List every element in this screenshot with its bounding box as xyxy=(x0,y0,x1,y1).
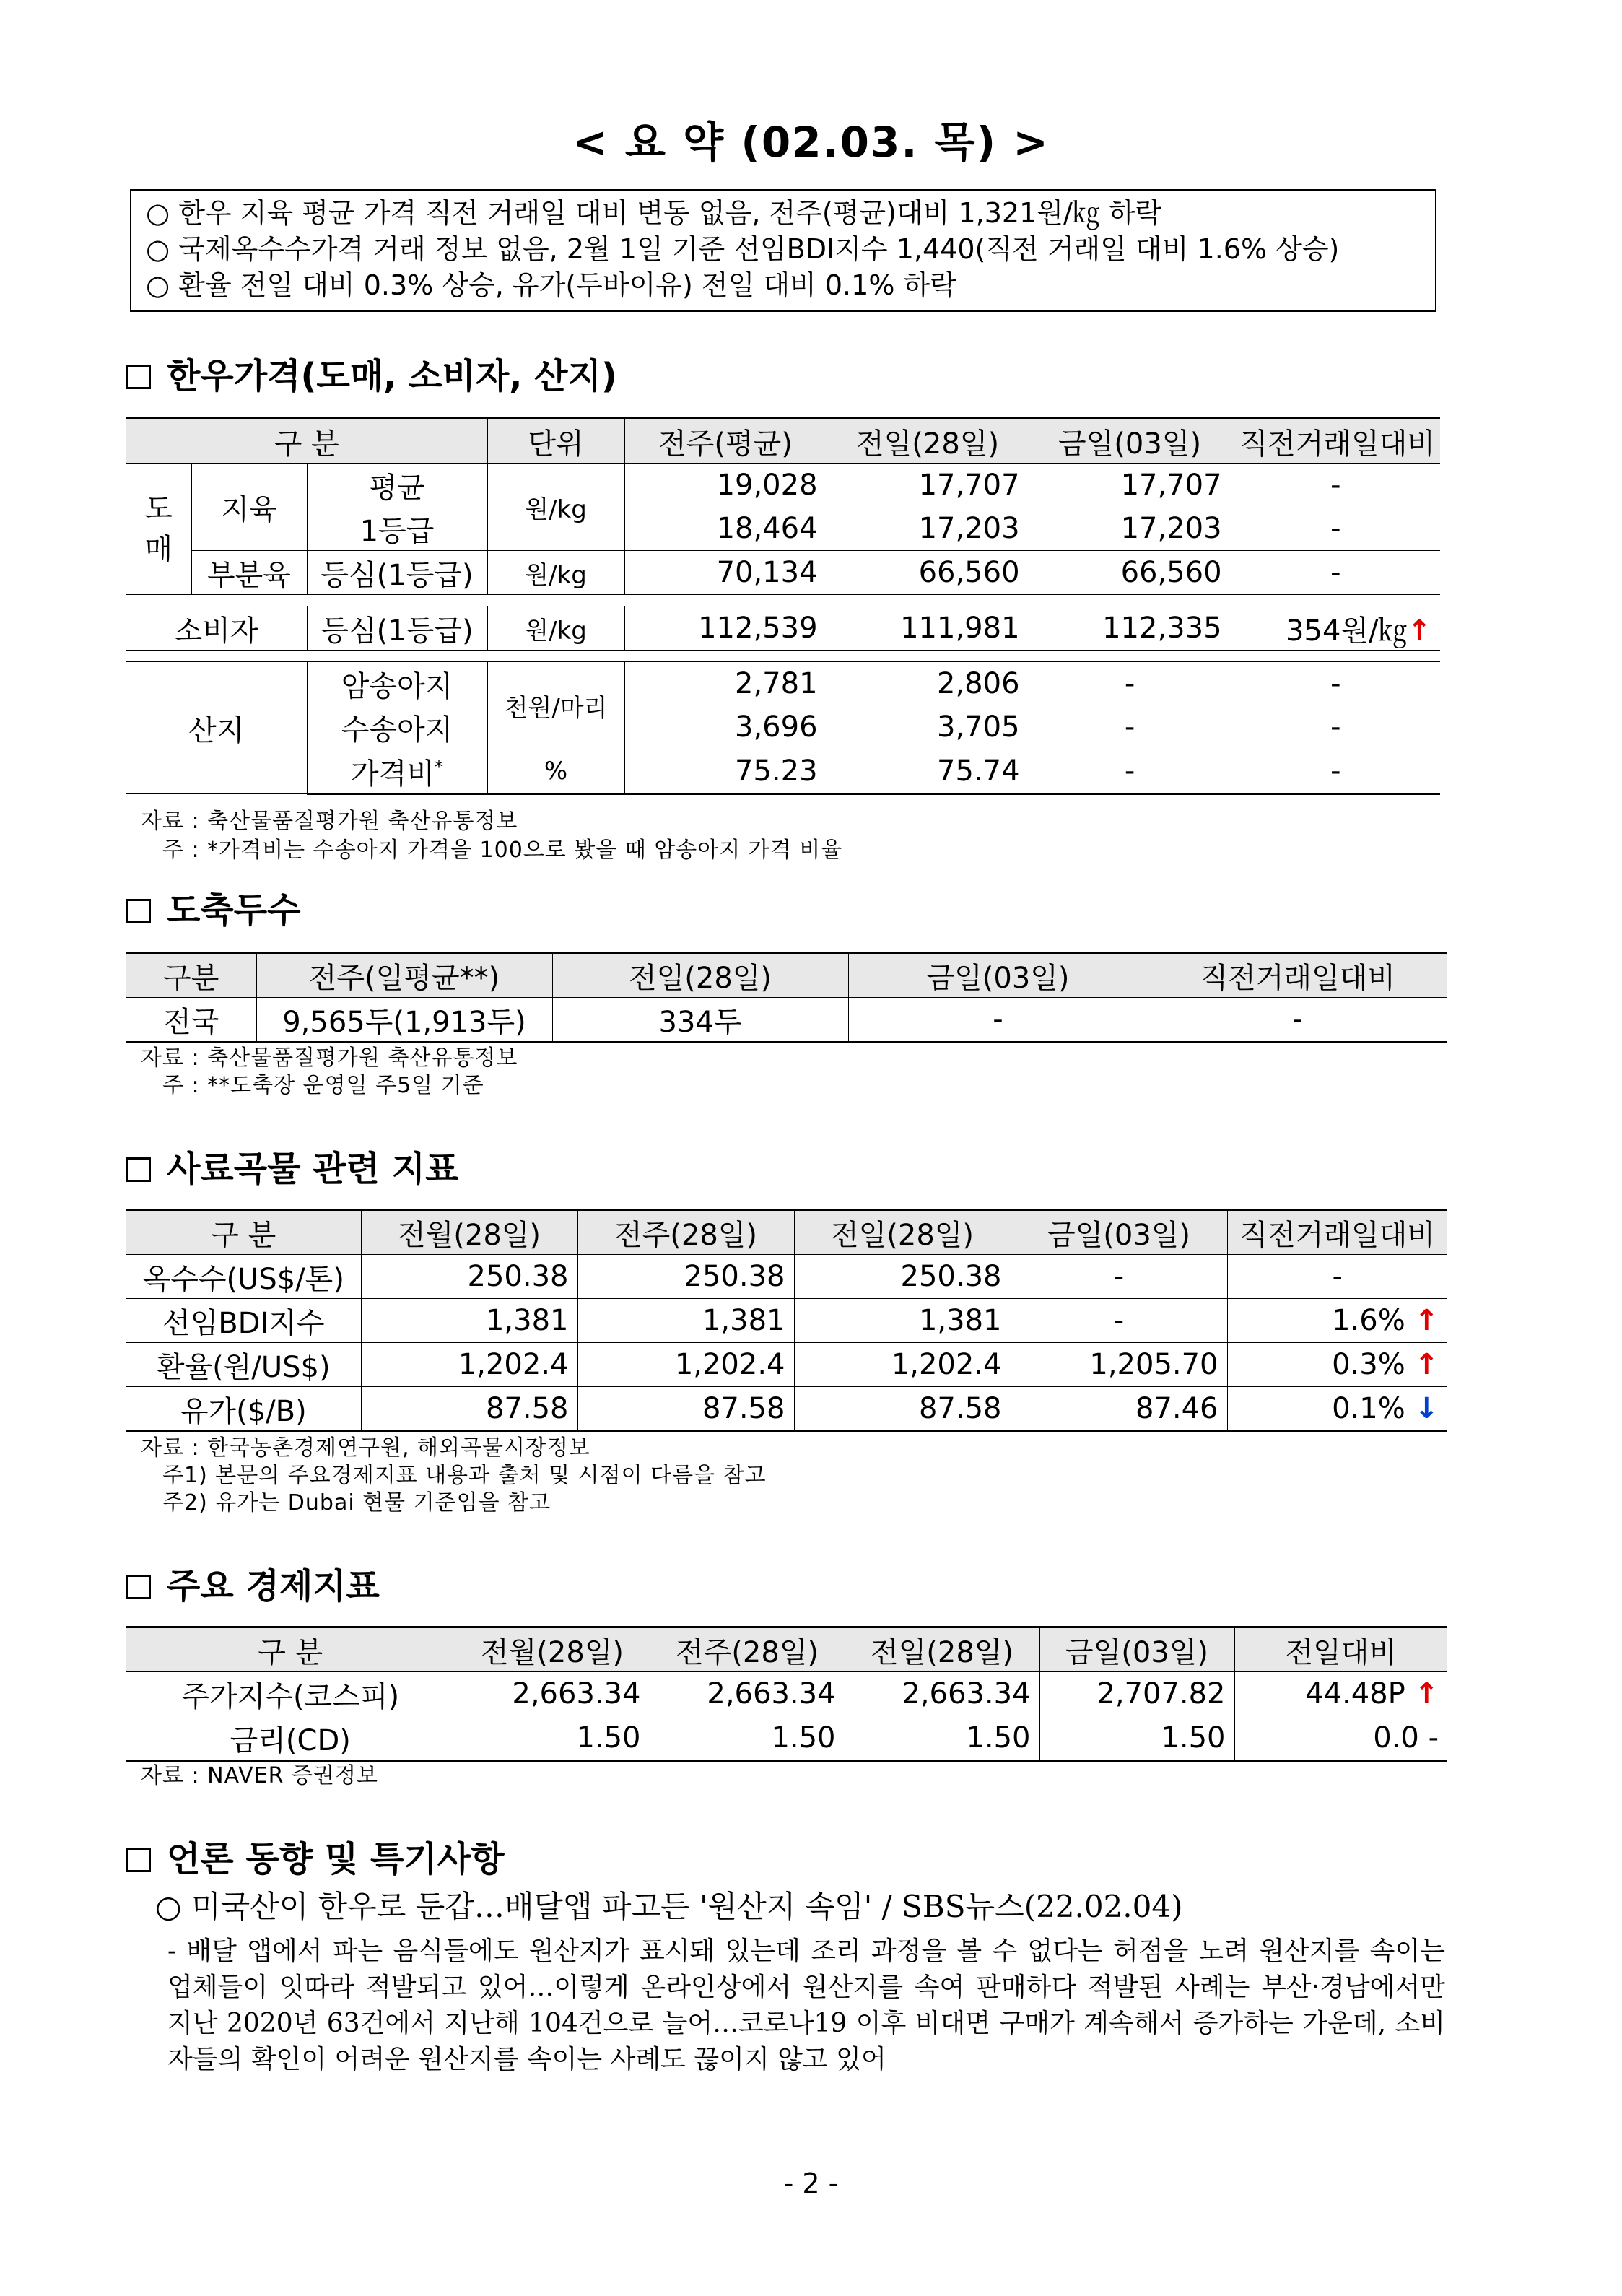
section-heading-feed: 사료곡물 관련 지표 xyxy=(126,1141,458,1191)
deungsim-cell: 등심(1등급) xyxy=(307,551,487,595)
header-cell: 단위 xyxy=(487,419,624,464)
summary-line: ○ 한우 지육 평균 가격 직전 거래일 대비 변동 없음, 전주(평균)대비 1,321원/㎏ 하락 xyxy=(146,197,1162,229)
header-cell: 전일(28일) xyxy=(552,953,848,998)
change-cell: - xyxy=(1231,551,1440,595)
value-cell: 1,381 xyxy=(577,1299,794,1343)
value-cell: - xyxy=(1029,662,1231,706)
table-row xyxy=(126,507,1440,551)
value-cell: 1,202.4 xyxy=(577,1343,794,1387)
value-cell: 87.58 xyxy=(794,1387,1011,1432)
change-cell: - xyxy=(1231,749,1440,794)
value-cell: 1.50 xyxy=(845,1716,1039,1761)
page-number: - 2 - xyxy=(783,2167,839,2199)
change-value: 0.1% xyxy=(1332,1392,1405,1425)
spacer-cell xyxy=(126,595,1440,606)
no-change-mark: - xyxy=(1428,1721,1439,1754)
checkbox-icon xyxy=(126,1157,151,1182)
value-cell: 3,705 xyxy=(827,705,1029,749)
header-cell: 전일(28일) xyxy=(845,1627,1039,1672)
hanwoo-price-table xyxy=(126,417,1440,795)
sanji-label: 산지 xyxy=(126,662,307,794)
consumer-label: 소비자 xyxy=(126,606,307,651)
checkbox-icon xyxy=(126,365,151,389)
value-cell: 3,696 xyxy=(624,705,827,749)
grade1-label: 1등급 xyxy=(307,507,487,551)
region-cell: 전국 xyxy=(126,998,256,1043)
header-cell: 금일(03일) xyxy=(848,953,1148,998)
header-cell: 전주(28일) xyxy=(650,1627,845,1672)
table-row xyxy=(126,749,1440,794)
amsong-label: 암송아지 xyxy=(307,662,487,706)
header-cell: 전주(일평균**) xyxy=(256,953,552,998)
row-label: 금리(CD) xyxy=(126,1716,455,1761)
value-cell: 111,981 xyxy=(827,606,1029,651)
change-cell: - xyxy=(1231,705,1440,749)
value-cell: - xyxy=(1029,705,1231,749)
table-row xyxy=(126,1255,1447,1299)
page-title: < 요 약 (02.03. 목) > xyxy=(572,118,1050,167)
table-row xyxy=(126,662,1440,706)
change-cell: - xyxy=(1227,1255,1447,1299)
change-value: 0.3% xyxy=(1332,1348,1405,1381)
unit-cell: % xyxy=(487,749,624,794)
value-cell: 250.38 xyxy=(577,1255,794,1299)
value-cell: 112,335 xyxy=(1029,606,1231,651)
up-arrow-icon: ↑ xyxy=(1414,1304,1439,1337)
bubunyuk-cell: 부분육 xyxy=(191,551,307,595)
value-cell: 1,381 xyxy=(361,1299,577,1343)
checkbox-icon xyxy=(126,899,151,923)
header-cell: 전일(28일) xyxy=(794,1210,1011,1255)
header-cell: 직전거래일대비 xyxy=(1148,953,1447,998)
table-row xyxy=(126,606,1440,651)
row-label: 주가지수(코스피) xyxy=(126,1672,455,1716)
source-note: 자료 : 축산물품질평가원 축산유통정보 xyxy=(141,1045,518,1071)
row-label: 환율(원/US$) xyxy=(126,1343,361,1387)
value-cell: 2,663.34 xyxy=(650,1672,845,1716)
deungsim-cell: 등심(1등급) xyxy=(307,606,487,651)
value-cell: 66,560 xyxy=(827,551,1029,595)
spacer-cell xyxy=(126,651,1440,662)
value-cell: 1.50 xyxy=(455,1716,650,1761)
section-heading-slaughter: 도축두수 xyxy=(126,882,300,932)
header-cell: 금일(03일) xyxy=(1011,1210,1227,1255)
change-cell xyxy=(1227,1387,1447,1432)
change-value: 44.48P xyxy=(1305,1677,1405,1710)
header-cell: 전월(28일) xyxy=(455,1627,650,1672)
table-header xyxy=(126,1627,1447,1672)
news-item-title: ○ 미국산이 한우로 둔갑…배달앱 파고든 '원산지 속임' / SBS뉴스(22.02.04) xyxy=(155,1889,1183,1924)
unit-cell: 천원/마리 xyxy=(487,662,624,749)
value-cell: 87.58 xyxy=(361,1387,577,1432)
change-cell: - xyxy=(1148,998,1447,1043)
news-item-body: - 배달 앱에서 파는 음식들에도 원산지가 표시돼 있는데 조리 과정을 볼 수 없다는 허점을 노려 원산지를 속이는 업체들이 잇따라 적발되고 있어…이렇게 온라인상에서 원산지를 속여 판매하다 적발된 사례는 부산·경남에서만 지난 2020년 63건에서 지난해 104건으로 늘어…코로나19 이후 비대면 구매가 계속해서 증가하는 가운데, 소비자들의 확인이 어려운 원산지를 속이는 사례도 끊이지 않고 있어 xyxy=(167,1936,1445,2074)
feed-grain-table xyxy=(126,1209,1447,1432)
source-note: 자료 : NAVER 증권정보 xyxy=(141,1763,378,1788)
row-label: 유가($/B) xyxy=(126,1387,361,1432)
value-cell: 2,663.34 xyxy=(455,1672,650,1716)
change-cell: - xyxy=(1231,507,1440,551)
value-cell: 66,560 xyxy=(1029,551,1231,595)
row-label: 옥수수(US$/톤) xyxy=(126,1255,361,1299)
header-cell: 전주(28일) xyxy=(577,1210,794,1255)
econ-indicator-table xyxy=(126,1626,1447,1762)
unit-cell: 원/kg xyxy=(487,551,624,595)
value-cell: 87.46 xyxy=(1011,1387,1227,1432)
source-note: 자료 : 축산물품질평가원 축산유통정보 xyxy=(141,809,518,834)
value-cell: 17,203 xyxy=(827,507,1029,551)
header-cell: 전월(28일) xyxy=(361,1210,577,1255)
checkbox-icon xyxy=(126,1848,151,1872)
header-cell: 직전거래일대비 xyxy=(1227,1210,1447,1255)
footnote: 주1) 본문의 주요경제지표 내용과 출처 및 시점이 다름을 참고 xyxy=(162,1463,767,1488)
value-cell: 17,203 xyxy=(1029,507,1231,551)
up-arrow-icon: ↑ xyxy=(1414,1348,1439,1381)
value-cell: 75.74 xyxy=(827,749,1029,794)
checkbox-icon xyxy=(126,1575,151,1599)
up-arrow-icon: ↑ xyxy=(1414,1677,1439,1710)
header-cell: 구 분 xyxy=(126,1210,361,1255)
table-row xyxy=(126,1716,1447,1761)
value-cell: - xyxy=(1011,1299,1227,1343)
table-spacer xyxy=(126,651,1440,662)
unit-cell: 원/kg xyxy=(487,606,624,651)
value-cell: 334두 xyxy=(552,998,848,1043)
value-cell: 2,663.34 xyxy=(845,1672,1039,1716)
value-cell: 70,134 xyxy=(624,551,827,595)
change-cell: - xyxy=(1231,662,1440,706)
price-ratio-label: 가격비* xyxy=(307,749,487,794)
source-note: 자료 : 한국농촌경제연구원, 해외곡물시장정보 xyxy=(141,1435,590,1461)
summary-box xyxy=(130,189,1436,312)
value-cell: 2,806 xyxy=(827,662,1029,706)
susong-label: 수송아지 xyxy=(307,705,487,749)
table-row xyxy=(126,464,1440,508)
header-cell: 구 분 xyxy=(126,1627,455,1672)
row-label: 선임BDI지수 xyxy=(126,1299,361,1343)
jiyuk-cell: 지육 xyxy=(191,464,307,551)
header-cell: 전일대비 xyxy=(1234,1627,1447,1672)
value-cell: 17,707 xyxy=(827,464,1029,508)
table-header xyxy=(126,1210,1447,1255)
change-cell: - xyxy=(1231,464,1440,508)
table-row xyxy=(126,1343,1447,1387)
domae-cell: 도매 xyxy=(126,464,191,595)
value-cell: 2,707.82 xyxy=(1039,1672,1234,1716)
table-row xyxy=(126,551,1440,595)
value-cell: 1,202.4 xyxy=(794,1343,1011,1387)
value-cell: 250.38 xyxy=(361,1255,577,1299)
table-row xyxy=(126,705,1440,749)
value-cell: 112,539 xyxy=(624,606,827,651)
value-cell: 75.23 xyxy=(624,749,827,794)
summary-line: ○ 국제옥수수가격 거래 정보 없음, 2월 1일 기준 선임BDI지수 1,440(직전 거래일 대비 1.6% 상승) xyxy=(146,233,1340,265)
value-cell: 17,707 xyxy=(1029,464,1231,508)
header-cell: 구 분 xyxy=(126,419,487,464)
value-cell: 87.58 xyxy=(577,1387,794,1432)
table-row xyxy=(126,998,1447,1043)
value-cell: 19,028 xyxy=(624,464,827,508)
table-spacer xyxy=(126,595,1440,606)
table-header xyxy=(126,953,1447,998)
avg-label: 평균 xyxy=(307,464,487,508)
value-cell: - xyxy=(1011,1255,1227,1299)
change-cell xyxy=(1227,1299,1447,1343)
unit-cell: 원/kg xyxy=(487,464,624,551)
change-cell xyxy=(1234,1716,1447,1761)
table-row xyxy=(126,1387,1447,1432)
table-row xyxy=(126,1299,1447,1343)
slaughter-table xyxy=(126,952,1447,1043)
change-cell xyxy=(1231,606,1440,651)
change-value: 354원/㎏ xyxy=(1286,614,1408,648)
up-arrow-icon: ↑ xyxy=(1407,614,1432,648)
value-cell: 1,381 xyxy=(794,1299,1011,1343)
value-cell: 250.38 xyxy=(794,1255,1011,1299)
change-value: 0.0 xyxy=(1373,1721,1419,1754)
value-cell: 1.50 xyxy=(650,1716,845,1761)
header-cell: 금일(03일) xyxy=(1039,1627,1234,1672)
table-header xyxy=(126,419,1440,464)
footnote: 주 : *가격비는 수송아지 가격을 100으로 봤을 때 암송아지 가격 비율 xyxy=(162,838,843,863)
value-cell: 1.50 xyxy=(1039,1716,1234,1761)
change-cell xyxy=(1227,1343,1447,1387)
summary-line: ○ 환율 전일 대비 0.3% 상승, 유가(두바이유) 전일 대비 0.1% 하락 xyxy=(146,269,956,301)
value-cell: 1,205.70 xyxy=(1011,1343,1227,1387)
footnote: 주 : **도축장 운영일 주5일 기준 xyxy=(162,1073,484,1098)
table-row xyxy=(126,1672,1447,1716)
down-arrow-icon: ↓ xyxy=(1414,1392,1439,1425)
header-cell: 구분 xyxy=(126,953,256,998)
value-cell: - xyxy=(848,998,1148,1043)
section-heading-hanwoo: 한우가격(도매, 소비자, 산지) xyxy=(126,348,617,398)
value-cell: 9,565두(1,913두) xyxy=(256,998,552,1043)
change-cell xyxy=(1234,1672,1447,1716)
section-heading-news: 언론 동향 및 특기사항 xyxy=(126,1831,504,1881)
header-cell: 전일(28일) xyxy=(827,419,1029,464)
value-cell: 18,464 xyxy=(624,507,827,551)
footnote: 주2) 유가는 Dubai 현물 기준임을 참고 xyxy=(162,1490,551,1516)
change-value: 1.6% xyxy=(1332,1304,1405,1337)
header-cell: 직전거래일대비 xyxy=(1231,419,1440,464)
header-cell: 전주(평균) xyxy=(624,419,827,464)
section-heading-econ: 주요 경제지표 xyxy=(126,1558,380,1608)
value-cell: - xyxy=(1029,749,1231,794)
value-cell: 1,202.4 xyxy=(361,1343,577,1387)
value-cell: 2,781 xyxy=(624,662,827,706)
header-cell: 금일(03일) xyxy=(1029,419,1231,464)
